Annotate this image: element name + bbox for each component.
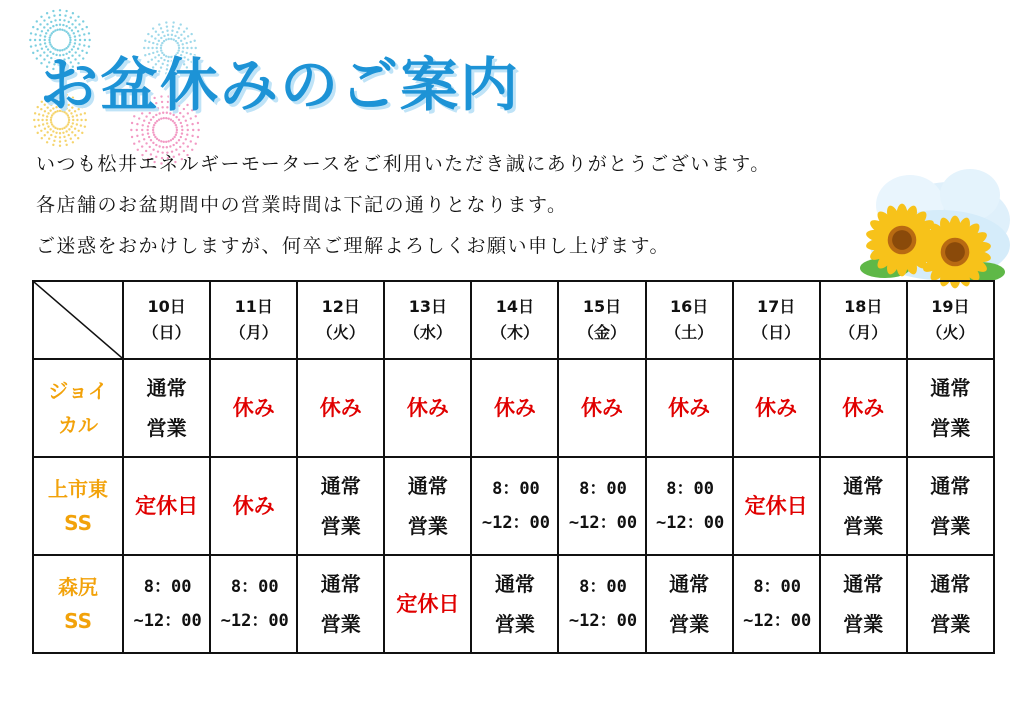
hours-line: ~12：00: [481, 513, 551, 533]
weekday-label: （日）: [752, 323, 801, 342]
hours-line: ~12：00: [133, 611, 202, 631]
hours-line: 8：00: [579, 479, 627, 499]
store-name-line: SS: [64, 511, 92, 535]
normal-business-line: 通常: [320, 572, 361, 596]
closed-cell: [384, 359, 471, 457]
weekday-label: （月）: [229, 323, 278, 342]
date-label: 13日: [408, 297, 447, 316]
normal-business-line: 通常: [320, 474, 361, 498]
store-name-line: カル: [58, 413, 99, 437]
normal-business-line: 通常: [146, 376, 187, 400]
closed-label: 休み: [755, 396, 798, 420]
store-name: [33, 359, 123, 457]
hours-cell: [558, 457, 645, 555]
hours-cell: [123, 555, 210, 653]
closed-cell: [297, 359, 384, 457]
hours-line: 8：00: [753, 577, 802, 597]
closed-cell: [210, 457, 297, 555]
hours-line: ~12：00: [568, 513, 638, 533]
store-name-line: ジョイ: [48, 379, 108, 403]
date-label: 14日: [495, 297, 535, 316]
date-label: 18日: [844, 297, 883, 316]
normal-business-cell: [820, 555, 907, 653]
date-header: [646, 281, 733, 359]
closed-cell: [733, 457, 820, 555]
closed-label: 定休日: [396, 592, 460, 616]
date-label: 19日: [931, 297, 970, 316]
closed-label: 休み: [668, 396, 711, 420]
closed-label: 休み: [319, 396, 362, 420]
normal-business-cell: [471, 555, 558, 653]
normal-business-cell: [123, 359, 210, 457]
store-name-line: 森尻: [58, 575, 99, 599]
store-name-line: SS: [64, 609, 92, 633]
date-header: [471, 281, 558, 359]
closed-cell: [733, 359, 820, 457]
normal-business-line: 通常: [407, 474, 448, 498]
normal-business-line: 営業: [320, 514, 361, 538]
sunflower-decoration: [830, 150, 1010, 290]
normal-business-cell: [820, 457, 907, 555]
date-label: 12日: [321, 297, 360, 316]
table-row: [33, 359, 994, 457]
date-header: [123, 281, 210, 359]
normal-business-line: 営業: [407, 514, 448, 538]
normal-business-cell: [907, 359, 994, 457]
store-name-line: 上市東: [48, 477, 109, 501]
closed-cell: [471, 359, 558, 457]
normal-business-cell: [907, 457, 994, 555]
weekday-label: （日）: [142, 323, 191, 342]
date-header: [558, 281, 645, 359]
intro-line-3: ご迷惑をおかけしますが、何卒ご理解よろしくお願い申し上げます。: [36, 235, 670, 257]
closed-cell: [123, 457, 210, 555]
date-label: 15日: [582, 297, 622, 316]
weekday-label: （木）: [490, 323, 539, 342]
hours-cell: [646, 457, 733, 555]
closed-cell: [646, 359, 733, 457]
weekday-label: （火）: [316, 323, 365, 342]
date-label: 10日: [147, 297, 186, 316]
page-title: お盆休みのご案内: [40, 51, 521, 119]
normal-business-line: 営業: [494, 612, 535, 636]
normal-business-line: 通常: [843, 474, 884, 498]
hours-cell: [733, 555, 820, 653]
holiday-schedule-table: [32, 280, 995, 654]
diagonal-line: [34, 282, 122, 358]
closed-label: 休み: [842, 396, 885, 420]
normal-business-cell: [646, 555, 733, 653]
date-header: [820, 281, 907, 359]
date-label: 11日: [234, 297, 273, 316]
closed-label: 休み: [232, 396, 275, 420]
weekday-label: （火）: [926, 323, 975, 342]
closed-cell: [384, 555, 471, 653]
store-name: [33, 457, 123, 555]
date-header: [297, 281, 384, 359]
normal-business-line: 通常: [843, 572, 884, 596]
closed-label: 休み: [581, 396, 624, 420]
date-label: 17日: [757, 297, 796, 316]
table-row: [33, 555, 994, 653]
normal-business-cell: [297, 555, 384, 653]
date-header: [210, 281, 297, 359]
hours-line: ~12：00: [568, 611, 638, 631]
corner-cell: [33, 281, 123, 359]
hours-line: ~12：00: [220, 611, 289, 631]
normal-business-cell: [297, 457, 384, 555]
hours-line: 8：00: [492, 479, 540, 499]
weekday-label: （月）: [839, 323, 888, 342]
closed-label: 休み: [406, 396, 449, 420]
date-header: [384, 281, 471, 359]
intro-text: [36, 150, 771, 273]
closed-cell: [558, 359, 645, 457]
hours-line: ~12：00: [743, 611, 812, 631]
normal-business-line: 通常: [930, 572, 971, 596]
date-header: [907, 281, 994, 359]
closed-cell: [210, 359, 297, 457]
normal-business-cell: [907, 555, 994, 653]
table-header-row: [33, 281, 994, 359]
normal-business-line: 通常: [494, 572, 535, 596]
weekday-label: （水）: [403, 323, 452, 342]
normal-business-line: 営業: [930, 416, 971, 440]
normal-business-line: 営業: [843, 612, 884, 636]
hours-line: ~12：00: [656, 513, 725, 533]
store-name: [33, 555, 123, 653]
hours-line: 8：00: [579, 577, 627, 597]
hours-cell: [558, 555, 645, 653]
intro-line-1: いつも松井エネルギーモータースをご利用いただき誠にありがとうございます。: [36, 153, 771, 175]
normal-business-line: 通常: [669, 572, 710, 596]
hours-line: 8：00: [230, 577, 279, 597]
normal-business-line: 営業: [930, 514, 971, 538]
date-label: 16日: [669, 297, 709, 316]
intro-line-2: 各店舗のお盆期間中の営業時間は下記の通りとなります。: [36, 194, 568, 216]
closed-cell: [820, 359, 907, 457]
hours-line: 8：00: [143, 577, 192, 597]
closed-label: 定休日: [135, 494, 199, 518]
closed-label: 定休日: [744, 494, 808, 518]
hours-cell: [210, 555, 297, 653]
normal-business-line: 営業: [669, 612, 710, 636]
weekday-label: （土）: [665, 323, 714, 342]
date-header: [733, 281, 820, 359]
closed-label: 休み: [493, 396, 536, 420]
hours-line: 8：00: [666, 479, 714, 499]
normal-business-line: 営業: [930, 612, 971, 636]
table-row: [33, 457, 994, 555]
normal-business-line: 営業: [320, 612, 361, 636]
normal-business-cell: [384, 457, 471, 555]
normal-business-line: 営業: [146, 416, 187, 440]
closed-label: 休み: [232, 494, 275, 518]
hours-cell: [471, 457, 558, 555]
normal-business-line: 通常: [930, 376, 971, 400]
normal-business-line: 営業: [843, 514, 884, 538]
normal-business-line: 通常: [930, 474, 971, 498]
weekday-label: （金）: [578, 323, 627, 342]
